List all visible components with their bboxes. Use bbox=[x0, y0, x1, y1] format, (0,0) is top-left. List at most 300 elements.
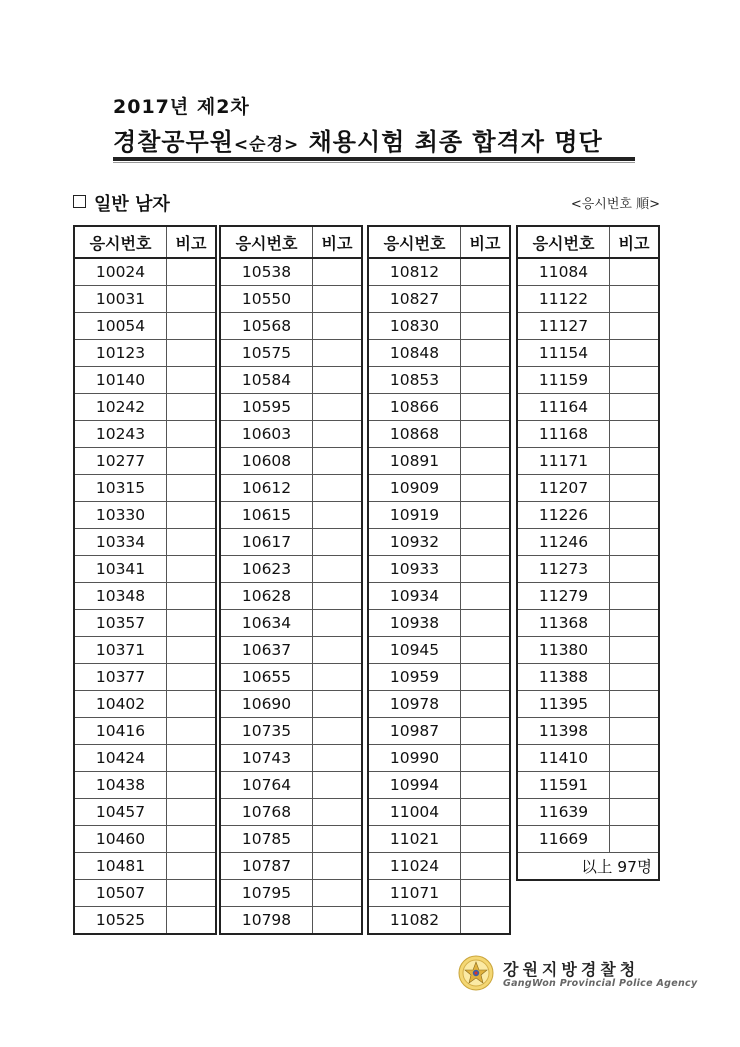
table-row bbox=[220, 502, 362, 529]
note-cell bbox=[461, 583, 511, 610]
note-cell bbox=[610, 583, 660, 610]
table-row bbox=[74, 718, 216, 745]
exam-number: 11273 bbox=[517, 556, 610, 583]
table-row bbox=[368, 664, 510, 691]
exam-number: 10933 bbox=[368, 556, 461, 583]
exam-number: 10460 bbox=[74, 826, 167, 853]
table-row bbox=[517, 448, 659, 475]
exam-number: 11388 bbox=[517, 664, 610, 691]
exam-number: 11071 bbox=[368, 880, 461, 907]
table-row bbox=[220, 367, 362, 394]
exam-number: 10612 bbox=[220, 475, 313, 502]
note-cell bbox=[610, 286, 660, 313]
table-row bbox=[74, 610, 216, 637]
exam-number: 10242 bbox=[74, 394, 167, 421]
exam-number: 10798 bbox=[220, 907, 313, 935]
table-row bbox=[517, 718, 659, 745]
table-row bbox=[220, 340, 362, 367]
table-row bbox=[220, 556, 362, 583]
exam-number: 10595 bbox=[220, 394, 313, 421]
table-row bbox=[220, 421, 362, 448]
note-cell bbox=[167, 772, 217, 799]
note-cell bbox=[461, 880, 511, 907]
exam-number: 11168 bbox=[517, 421, 610, 448]
exam-number: 10357 bbox=[74, 610, 167, 637]
table-row bbox=[517, 367, 659, 394]
note-cell bbox=[167, 907, 217, 935]
title-main: 경찰공무원 bbox=[113, 128, 234, 156]
table-row bbox=[368, 799, 510, 826]
note-cell bbox=[313, 610, 363, 637]
note-cell bbox=[167, 637, 217, 664]
note-cell bbox=[461, 421, 511, 448]
note-cell bbox=[167, 556, 217, 583]
note-cell bbox=[167, 664, 217, 691]
note-cell bbox=[313, 880, 363, 907]
results-table-3 bbox=[367, 225, 511, 935]
table-row bbox=[74, 313, 216, 340]
title-sub: <순경> bbox=[233, 135, 300, 155]
exam-number: 10424 bbox=[74, 745, 167, 772]
note-cell bbox=[461, 529, 511, 556]
note-cell bbox=[461, 853, 511, 880]
exam-number: 10608 bbox=[220, 448, 313, 475]
note-cell bbox=[167, 853, 217, 880]
table-row bbox=[368, 258, 510, 286]
exam-number: 11004 bbox=[368, 799, 461, 826]
table-row bbox=[220, 691, 362, 718]
note-cell bbox=[167, 340, 217, 367]
exam-number: 10457 bbox=[74, 799, 167, 826]
table-row bbox=[220, 394, 362, 421]
note-cell bbox=[461, 718, 511, 745]
exam-number: 10987 bbox=[368, 718, 461, 745]
exam-number: 10603 bbox=[220, 421, 313, 448]
exam-number: 10891 bbox=[368, 448, 461, 475]
exam-number: 10243 bbox=[74, 421, 167, 448]
exam-number: 10628 bbox=[220, 583, 313, 610]
exam-number: 10031 bbox=[74, 286, 167, 313]
note-cell bbox=[461, 637, 511, 664]
note-cell bbox=[461, 394, 511, 421]
exam-number: 10416 bbox=[74, 718, 167, 745]
table-row bbox=[220, 637, 362, 664]
header-number: 응시번호 bbox=[74, 226, 167, 258]
note-cell bbox=[461, 691, 511, 718]
exam-number: 10315 bbox=[74, 475, 167, 502]
note-cell bbox=[313, 421, 363, 448]
exam-number: 10655 bbox=[220, 664, 313, 691]
note-cell bbox=[610, 826, 660, 853]
title-rest: 채용시험 최종 합격자 명단 bbox=[299, 128, 603, 156]
table-row bbox=[517, 691, 659, 718]
note-cell bbox=[313, 664, 363, 691]
agency-name-korean: 강원지방경찰청 bbox=[503, 960, 640, 979]
section-label: 일반 남자 bbox=[94, 194, 170, 215]
exam-number: 11226 bbox=[517, 502, 610, 529]
exam-number: 10634 bbox=[220, 610, 313, 637]
table-row bbox=[368, 880, 510, 907]
table-row bbox=[368, 718, 510, 745]
table-row bbox=[368, 313, 510, 340]
exam-number: 10795 bbox=[220, 880, 313, 907]
table-row bbox=[368, 691, 510, 718]
note-cell bbox=[610, 691, 660, 718]
note-cell bbox=[610, 637, 660, 664]
exam-number: 11368 bbox=[517, 610, 610, 637]
note-cell bbox=[167, 718, 217, 745]
table-row bbox=[220, 286, 362, 313]
exam-number: 10812 bbox=[368, 258, 461, 286]
table-row bbox=[517, 799, 659, 826]
note-cell bbox=[461, 907, 511, 935]
table-row bbox=[220, 610, 362, 637]
table-row bbox=[220, 583, 362, 610]
table-row bbox=[74, 556, 216, 583]
table-row bbox=[517, 421, 659, 448]
exam-number: 11246 bbox=[517, 529, 610, 556]
exam-number: 10584 bbox=[220, 367, 313, 394]
exam-number: 10868 bbox=[368, 421, 461, 448]
table-row bbox=[220, 475, 362, 502]
exam-number: 11380 bbox=[517, 637, 610, 664]
exam-number: 10866 bbox=[368, 394, 461, 421]
exam-number: 10525 bbox=[74, 907, 167, 935]
exam-number: 10617 bbox=[220, 529, 313, 556]
results-table-2 bbox=[219, 225, 363, 935]
exam-number: 10764 bbox=[220, 772, 313, 799]
note-cell bbox=[313, 475, 363, 502]
exam-number: 10123 bbox=[74, 340, 167, 367]
table-row bbox=[368, 286, 510, 313]
note-cell bbox=[313, 826, 363, 853]
note-cell bbox=[313, 529, 363, 556]
table-row bbox=[517, 664, 659, 691]
exam-number: 10024 bbox=[74, 258, 167, 286]
table-row bbox=[517, 394, 659, 421]
note-cell bbox=[313, 718, 363, 745]
total-row bbox=[517, 853, 659, 881]
note-cell bbox=[167, 475, 217, 502]
exam-number: 11122 bbox=[517, 286, 610, 313]
table-row bbox=[74, 475, 216, 502]
exam-number: 10848 bbox=[368, 340, 461, 367]
note-cell bbox=[167, 367, 217, 394]
exam-number: 10785 bbox=[220, 826, 313, 853]
note-cell bbox=[167, 448, 217, 475]
header-note: 비고 bbox=[313, 226, 363, 258]
table-row bbox=[74, 367, 216, 394]
note-cell bbox=[610, 718, 660, 745]
exam-number: 10575 bbox=[220, 340, 313, 367]
note-cell bbox=[610, 799, 660, 826]
note-cell bbox=[461, 745, 511, 772]
exam-number: 10334 bbox=[74, 529, 167, 556]
exam-number: 10743 bbox=[220, 745, 313, 772]
note-cell bbox=[167, 799, 217, 826]
table-row bbox=[220, 880, 362, 907]
note-cell bbox=[610, 475, 660, 502]
table-row bbox=[74, 529, 216, 556]
exam-number: 10550 bbox=[220, 286, 313, 313]
exam-number: 11207 bbox=[517, 475, 610, 502]
table-row bbox=[368, 529, 510, 556]
table-row bbox=[220, 718, 362, 745]
table-row bbox=[368, 448, 510, 475]
note-cell bbox=[167, 502, 217, 529]
note-cell bbox=[167, 258, 217, 286]
note-cell bbox=[167, 394, 217, 421]
exam-number: 11398 bbox=[517, 718, 610, 745]
table-row bbox=[74, 421, 216, 448]
note-cell bbox=[313, 340, 363, 367]
table-row bbox=[517, 475, 659, 502]
note-cell bbox=[461, 502, 511, 529]
exam-number: 10623 bbox=[220, 556, 313, 583]
note-cell bbox=[313, 691, 363, 718]
header-number: 응시번호 bbox=[220, 226, 313, 258]
table-row bbox=[74, 826, 216, 853]
exam-number: 11084 bbox=[517, 258, 610, 286]
table-row bbox=[517, 258, 659, 286]
total-count: 以上 97명 bbox=[517, 853, 659, 881]
exam-number: 10615 bbox=[220, 502, 313, 529]
note-cell bbox=[313, 258, 363, 286]
header-number: 응시번호 bbox=[517, 226, 610, 258]
results-table-4 bbox=[516, 225, 660, 881]
results-table-1 bbox=[73, 225, 217, 935]
exam-number: 10568 bbox=[220, 313, 313, 340]
note-cell bbox=[610, 610, 660, 637]
exam-number: 10735 bbox=[220, 718, 313, 745]
table-row bbox=[220, 853, 362, 880]
note-cell bbox=[610, 502, 660, 529]
exam-number: 10277 bbox=[74, 448, 167, 475]
order-note: <응시번호 順> bbox=[570, 197, 660, 212]
table-row bbox=[368, 556, 510, 583]
exam-number: 10140 bbox=[74, 367, 167, 394]
exam-number: 10853 bbox=[368, 367, 461, 394]
table-row bbox=[517, 772, 659, 799]
table-row bbox=[74, 745, 216, 772]
table-row bbox=[368, 502, 510, 529]
table-row bbox=[517, 529, 659, 556]
note-cell bbox=[313, 502, 363, 529]
note-cell bbox=[610, 664, 660, 691]
note-cell bbox=[461, 367, 511, 394]
exam-number: 10978 bbox=[368, 691, 461, 718]
exam-number: 10438 bbox=[74, 772, 167, 799]
note-cell bbox=[461, 340, 511, 367]
exam-number: 11127 bbox=[517, 313, 610, 340]
table-row bbox=[368, 745, 510, 772]
note-cell bbox=[461, 448, 511, 475]
table-row bbox=[220, 799, 362, 826]
table-row bbox=[74, 664, 216, 691]
table-row bbox=[74, 691, 216, 718]
exam-number: 11171 bbox=[517, 448, 610, 475]
table-row bbox=[220, 529, 362, 556]
note-cell bbox=[313, 907, 363, 935]
title-underline bbox=[113, 157, 635, 161]
table-row bbox=[517, 286, 659, 313]
note-cell bbox=[461, 556, 511, 583]
note-cell bbox=[610, 367, 660, 394]
note-cell bbox=[461, 286, 511, 313]
table-row bbox=[368, 610, 510, 637]
table-row bbox=[368, 772, 510, 799]
table-row bbox=[74, 907, 216, 935]
table-row bbox=[220, 448, 362, 475]
police-emblem-icon bbox=[458, 955, 494, 991]
note-cell bbox=[313, 556, 363, 583]
note-cell bbox=[461, 664, 511, 691]
header-note: 비고 bbox=[461, 226, 511, 258]
table-row bbox=[368, 826, 510, 853]
exam-number: 11159 bbox=[517, 367, 610, 394]
note-cell bbox=[610, 556, 660, 583]
table-row bbox=[368, 394, 510, 421]
note-cell bbox=[313, 853, 363, 880]
exam-number: 10371 bbox=[74, 637, 167, 664]
note-cell bbox=[610, 421, 660, 448]
note-cell bbox=[313, 367, 363, 394]
exam-number: 11410 bbox=[517, 745, 610, 772]
note-cell bbox=[167, 286, 217, 313]
note-cell bbox=[610, 340, 660, 367]
header-note: 비고 bbox=[167, 226, 217, 258]
table-row bbox=[220, 826, 362, 853]
exam-number: 10481 bbox=[74, 853, 167, 880]
table-row bbox=[74, 772, 216, 799]
page-title bbox=[113, 122, 633, 158]
exam-number: 10990 bbox=[368, 745, 461, 772]
header-number: 응시번호 bbox=[368, 226, 461, 258]
table-row bbox=[517, 502, 659, 529]
exam-number: 11021 bbox=[368, 826, 461, 853]
exam-number: 10934 bbox=[368, 583, 461, 610]
table-row bbox=[368, 907, 510, 935]
note-cell bbox=[461, 313, 511, 340]
table-row bbox=[517, 637, 659, 664]
note-cell bbox=[610, 529, 660, 556]
table-row bbox=[368, 583, 510, 610]
exam-number: 11082 bbox=[368, 907, 461, 935]
note-cell bbox=[167, 421, 217, 448]
table-row bbox=[74, 637, 216, 664]
table-row bbox=[517, 340, 659, 367]
table-row bbox=[74, 286, 216, 313]
table-row bbox=[220, 907, 362, 935]
header-note: 비고 bbox=[610, 226, 660, 258]
exam-number: 10330 bbox=[74, 502, 167, 529]
exam-number: 10348 bbox=[74, 583, 167, 610]
exam-number: 11279 bbox=[517, 583, 610, 610]
note-cell bbox=[167, 826, 217, 853]
table-row bbox=[74, 258, 216, 286]
note-cell bbox=[313, 448, 363, 475]
table-row bbox=[220, 313, 362, 340]
note-cell bbox=[313, 286, 363, 313]
table-row bbox=[74, 448, 216, 475]
table-row bbox=[517, 745, 659, 772]
table-row bbox=[74, 502, 216, 529]
exam-number: 10909 bbox=[368, 475, 461, 502]
note-cell bbox=[313, 313, 363, 340]
table-row bbox=[220, 745, 362, 772]
note-cell bbox=[610, 313, 660, 340]
note-cell bbox=[167, 529, 217, 556]
table-row bbox=[220, 258, 362, 286]
table-row bbox=[517, 610, 659, 637]
table-row bbox=[517, 556, 659, 583]
table-row bbox=[74, 799, 216, 826]
table-row bbox=[368, 637, 510, 664]
exam-number: 11024 bbox=[368, 853, 461, 880]
table-row bbox=[368, 421, 510, 448]
exam-number: 10507 bbox=[74, 880, 167, 907]
exam-number: 10637 bbox=[220, 637, 313, 664]
table-row bbox=[74, 394, 216, 421]
exam-number: 11639 bbox=[517, 799, 610, 826]
exam-number: 10938 bbox=[368, 610, 461, 637]
exam-number: 10945 bbox=[368, 637, 461, 664]
note-cell bbox=[461, 799, 511, 826]
note-cell bbox=[461, 258, 511, 286]
table-row bbox=[517, 826, 659, 853]
table-row bbox=[74, 340, 216, 367]
table-row bbox=[517, 313, 659, 340]
checkbox-square-icon bbox=[73, 195, 86, 208]
exam-number: 10830 bbox=[368, 313, 461, 340]
table-row bbox=[74, 853, 216, 880]
exam-number: 11669 bbox=[517, 826, 610, 853]
note-cell bbox=[167, 610, 217, 637]
exam-number: 10538 bbox=[220, 258, 313, 286]
exam-number: 11154 bbox=[517, 340, 610, 367]
table-row bbox=[368, 340, 510, 367]
note-cell bbox=[461, 826, 511, 853]
table-row bbox=[220, 772, 362, 799]
table-row bbox=[368, 367, 510, 394]
note-cell bbox=[167, 583, 217, 610]
note-cell bbox=[610, 448, 660, 475]
table-row bbox=[74, 583, 216, 610]
note-cell bbox=[313, 583, 363, 610]
note-cell bbox=[313, 799, 363, 826]
table-row bbox=[368, 475, 510, 502]
note-cell bbox=[167, 745, 217, 772]
note-cell bbox=[461, 772, 511, 799]
exam-number: 10341 bbox=[74, 556, 167, 583]
note-cell bbox=[313, 745, 363, 772]
table-row bbox=[368, 853, 510, 880]
table-row bbox=[517, 583, 659, 610]
exam-number: 10690 bbox=[220, 691, 313, 718]
table-row bbox=[74, 880, 216, 907]
section-heading bbox=[73, 190, 170, 216]
note-cell bbox=[461, 610, 511, 637]
note-cell bbox=[313, 394, 363, 421]
title-underline-thin bbox=[113, 162, 635, 163]
year-line: 2017년 제2차 bbox=[113, 96, 250, 118]
exam-number: 10932 bbox=[368, 529, 461, 556]
exam-number: 10402 bbox=[74, 691, 167, 718]
exam-number: 11164 bbox=[517, 394, 610, 421]
note-cell bbox=[167, 313, 217, 340]
exam-number: 10054 bbox=[74, 313, 167, 340]
note-cell bbox=[461, 475, 511, 502]
